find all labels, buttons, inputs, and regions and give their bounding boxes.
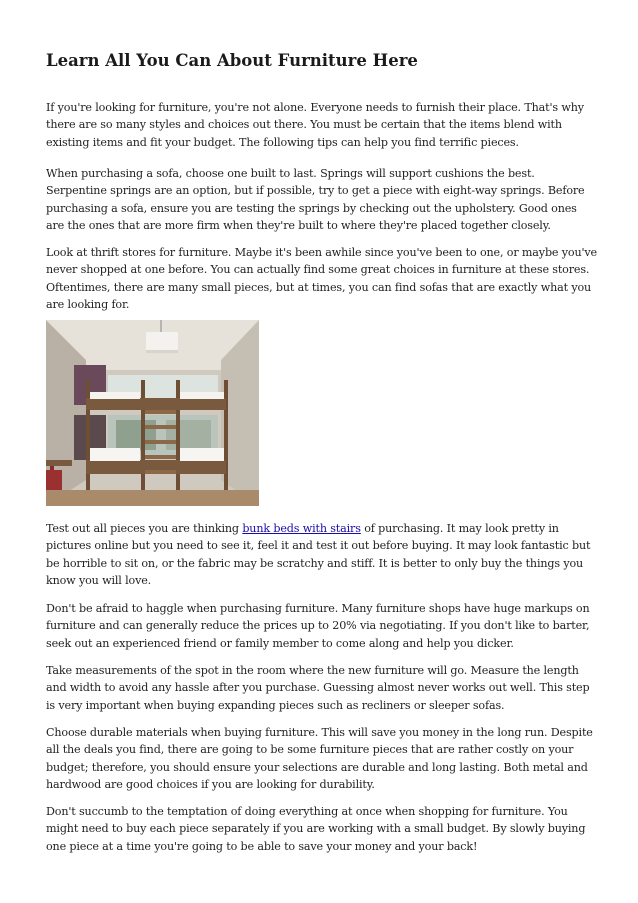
paragraph-test-text-after: of purchasing. It may look pretty in pictures online but you need to see it, feel it and test it out before buying. It may look fantastic but be horrible to sit on, or the fabric may be scratchy and stiff. It is better to only buy the things you know you will love. xyxy=(46,522,591,587)
paragraph-budget: Don't succumb to the temptation of doing everything at once when shopping for furniture. You might need to buy each piece separately if you are working with a small budget. By slowly buying one piece at a time you're going to be able to save your money and your back! xyxy=(46,805,586,853)
paragraph-test xyxy=(46,520,598,589)
bunk-beds-link[interactable]: bunk beds with stairs xyxy=(242,522,361,535)
paragraph-thrift: Look at thrift stores for furniture. Maybe it's been awhile since you've been to one, or maybe you've never shopped at one before. You can actually find some great choices in furniture at these stores. Oftentimes, there are many small pieces, but at times, you can find sofas that are exactly what you are looking for. xyxy=(46,246,597,311)
paragraph-test-text-before: Test out all pieces you are thinking xyxy=(46,522,243,535)
paragraph-measure: Take measurements of the spot in the room where the new furniture will go. Measure the length and width to avoid any hassle after you purchase. Guessing almost never works out well. This step is very important when buying expanding pieces such as recliners or sleeper sofas. xyxy=(46,664,590,712)
paragraph-haggle: Don't be afraid to haggle when purchasing furniture. Many furniture shops have huge markups on furniture and can generally reduce the prices up to 20% via negotiating. If you don't like to barter, seek out an experienced friend or family member to come along and help you dicker. xyxy=(46,602,590,650)
page-title: Learn All You Can About Furniture Here xyxy=(46,51,418,70)
paragraph-sofa: When purchasing a sofa, choose one built to last. Springs will support cushions the best. Serpentine springs are an option, but if possible, try to get a piece with eight-way springs. Before purchasing a sofa, ensure you are testing the springs by checking out the upholstery. Good ones are the ones that are more firm when they're built to where they're placed together closely. xyxy=(46,167,585,232)
paragraph-durable: Choose durable materials when buying furniture. This will save you money in the long run. Despite all the deals you find, there are going to be some furniture pieces that are rather costly on your budget; therefore, you should ensure your selections are durable and long lasting. Both metal and hardwood are good choices if you are looking for durability. xyxy=(46,726,593,791)
paragraph-intro: If you're looking for furniture, you're not alone. Everyone needs to furnish their place. That's why there are so many styles and choices out there. You must be certain that the items blend with existing items and fit your budget. The following tips can help you find terrific pieces. xyxy=(46,101,584,149)
bunk-bed-photo xyxy=(46,320,259,506)
